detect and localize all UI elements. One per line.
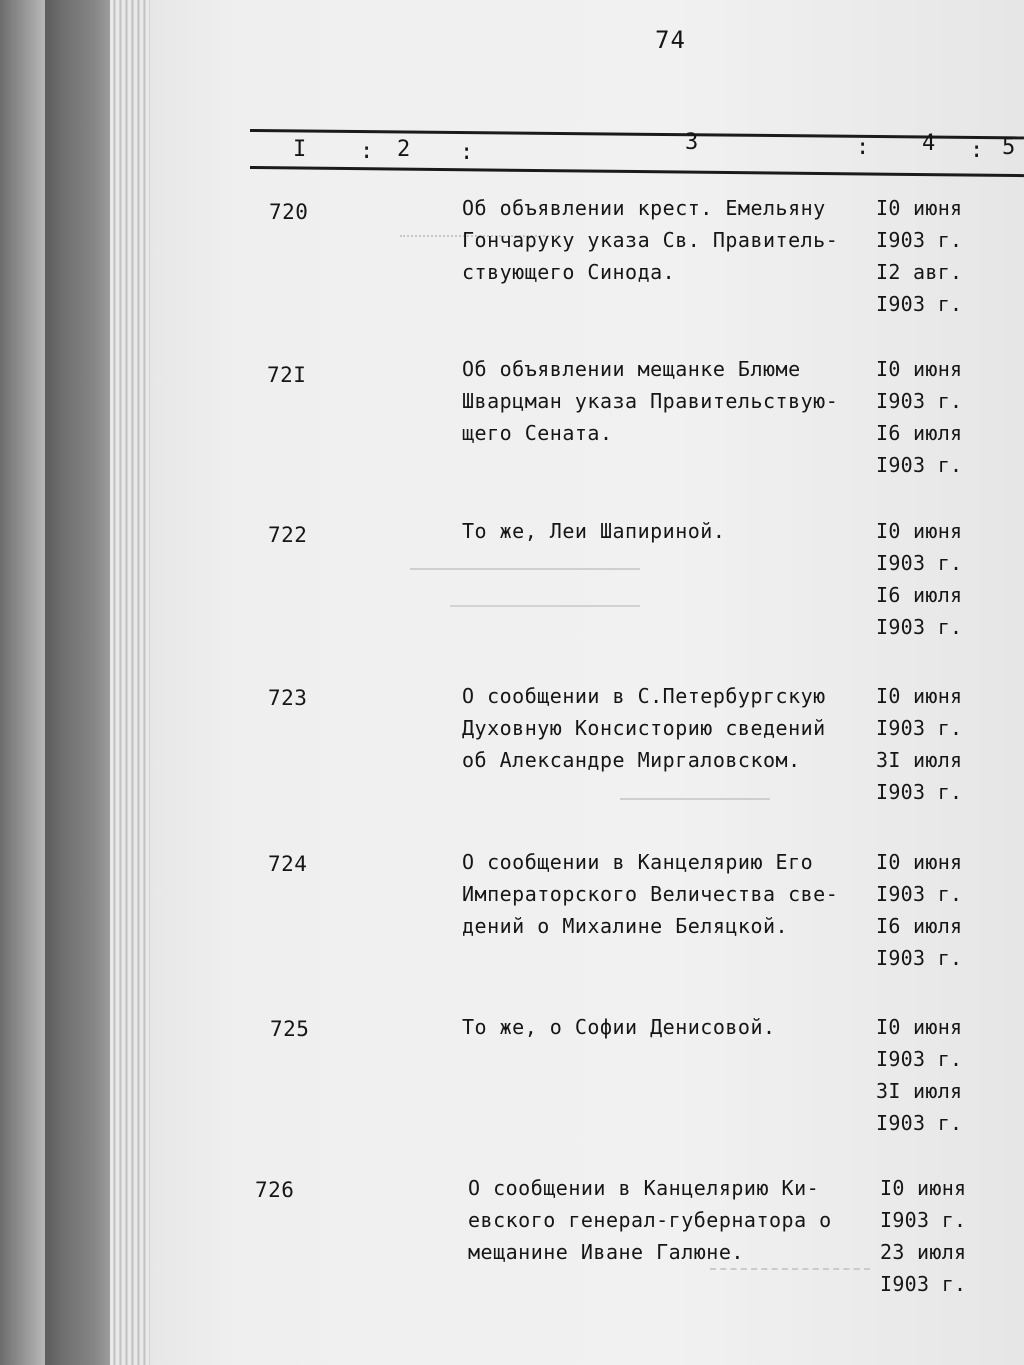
- date-line: I0 июня: [876, 519, 963, 543]
- date-line: 3I июля: [876, 1079, 963, 1103]
- register-entry: [150, 515, 1024, 675]
- entry-dates: [876, 192, 1024, 320]
- column-header-5: 5: [1002, 135, 1016, 160]
- entry-dates: [876, 680, 1024, 808]
- entry-description: [462, 515, 872, 547]
- description-line: Императорского Величества све-: [462, 882, 839, 906]
- entry-description: [468, 1172, 878, 1268]
- entry-dates: [880, 1172, 1024, 1300]
- entry-dates: [876, 353, 1024, 481]
- description-line: Об объявлении крест. Емельяну: [462, 196, 826, 220]
- date-line: I6 июля: [876, 583, 963, 607]
- header-rule-top: [250, 129, 1024, 139]
- date-line: I6 июля: [876, 421, 963, 445]
- entry-description: [462, 1011, 872, 1043]
- entry-dates: [876, 846, 1024, 974]
- header-rule-bottom: [250, 166, 1024, 177]
- date-line: I2 авг.: [876, 260, 963, 284]
- entry-number: 720: [269, 200, 309, 224]
- folder-cover: [0, 0, 45, 1365]
- date-line: I903 г.: [876, 1111, 963, 1135]
- column-header-1: I: [293, 137, 307, 162]
- date-line: I0 июня: [880, 1176, 967, 1200]
- entry-number: 72I: [267, 363, 307, 387]
- description-line: О сообщении в С.Петербургскую: [462, 684, 826, 708]
- date-line: I0 июня: [876, 196, 963, 220]
- entry-dates: [876, 515, 1024, 643]
- date-line: I0 июня: [876, 1015, 963, 1039]
- entry-description: [462, 192, 872, 288]
- page-edges: [110, 0, 150, 1365]
- column-separator: :: [360, 139, 374, 164]
- register-entry: [150, 1172, 1024, 1332]
- description-line: То же, Леи Шапириной.: [462, 519, 726, 543]
- date-line: I903 г.: [876, 946, 963, 970]
- column-header-4: 4: [922, 131, 936, 156]
- description-line: О сообщении в Канцелярию Его: [462, 850, 814, 874]
- entry-number: 725: [270, 1017, 310, 1041]
- description-line: мещанине Иване Галюне.: [468, 1240, 744, 1264]
- date-line: 3I июля: [876, 748, 963, 772]
- description-line: щего Сената.: [462, 421, 613, 445]
- entry-description: [462, 680, 872, 776]
- date-line: I903 г.: [876, 1047, 963, 1071]
- register-entry: [150, 846, 1024, 1006]
- date-line: I0 июня: [876, 357, 963, 381]
- date-line: I903 г.: [876, 716, 963, 740]
- date-line: I903 г.: [876, 292, 963, 316]
- date-line: I0 июня: [876, 684, 963, 708]
- date-line: I903 г.: [876, 615, 963, 639]
- description-line: О сообщении в Канцелярию Ки-: [468, 1176, 820, 1200]
- column-header-2: 2: [397, 137, 411, 162]
- binding-spine: [45, 0, 110, 1365]
- document-page: [150, 0, 1024, 1365]
- entry-description: [462, 353, 872, 449]
- column-separator: :: [970, 138, 984, 163]
- entry-number: 724: [268, 852, 308, 876]
- register-entry: [150, 192, 1024, 352]
- description-line: Об объявлении мещанке Блюме: [462, 357, 801, 381]
- description-line: Духовную Консисторию сведений: [462, 716, 826, 740]
- column-separator: :: [856, 135, 870, 160]
- date-line: I903 г.: [876, 551, 963, 575]
- date-line: I903 г.: [880, 1208, 967, 1232]
- date-line: 23 июля: [880, 1240, 967, 1264]
- register-entry: [150, 680, 1024, 840]
- date-line: I0 июня: [876, 850, 963, 874]
- description-line: То же, о Софии Денисовой.: [462, 1015, 776, 1039]
- column-separator: :: [460, 140, 474, 165]
- description-line: евского генерал-губернатора о: [468, 1208, 832, 1232]
- entry-dates: [876, 1011, 1024, 1139]
- date-line: I903 г.: [876, 780, 963, 804]
- column-header-3: 3: [685, 130, 699, 155]
- description-line: Шварцман указа Правительствую-: [462, 389, 839, 413]
- entry-number: 722: [268, 523, 308, 547]
- page-number: 74: [655, 26, 686, 54]
- entry-number: 723: [268, 686, 308, 710]
- date-line: I903 г.: [880, 1272, 967, 1296]
- register-entry: [150, 353, 1024, 513]
- entry-description: [462, 846, 872, 942]
- register-entry: [150, 1011, 1024, 1171]
- date-line: I903 г.: [876, 389, 963, 413]
- date-line: I6 июля: [876, 914, 963, 938]
- description-line: ствующего Синода.: [462, 260, 676, 284]
- date-line: I903 г.: [876, 453, 963, 477]
- description-line: об Александре Миргаловском.: [462, 748, 801, 772]
- date-line: I903 г.: [876, 882, 963, 906]
- description-line: Гончаруку указа Св. Правитель-: [462, 228, 839, 252]
- entry-number: 726: [255, 1178, 295, 1202]
- date-line: I903 г.: [876, 228, 963, 252]
- description-line: дений о Михалине Беляцкой.: [462, 914, 789, 938]
